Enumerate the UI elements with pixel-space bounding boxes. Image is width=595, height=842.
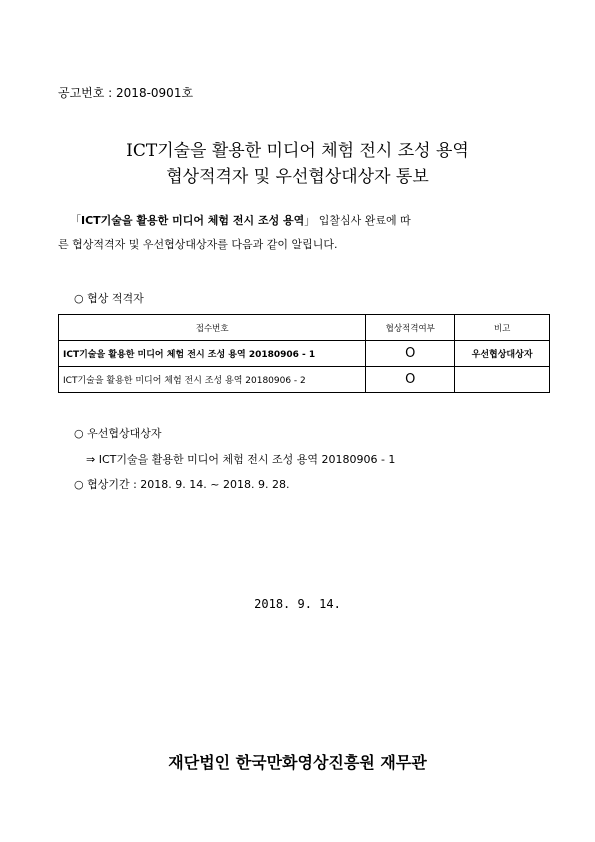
- row-name: ICT기술을 활용한 미디어 체험 전시 조성 용역 20180906 - 2: [59, 367, 366, 393]
- qualified-table: [58, 314, 550, 393]
- column-header-eligibility: 협상적격여부: [366, 315, 455, 341]
- qualified-heading: ○ 협상 적격자: [74, 292, 144, 305]
- row-eligibility-mark: O: [366, 341, 455, 367]
- organization-name: 재단법인 한국만화영상진흥원 재무관: [168, 753, 427, 772]
- row-remark: [455, 367, 550, 393]
- row-eligibility-mark: O: [366, 367, 455, 393]
- title-line-1: ICT기술을 활용한 미디어 체험 전시 조성 용역: [126, 141, 469, 161]
- column-header-receipt-no: 접수번호: [59, 315, 366, 341]
- notice-number: 공고번호 : 2018-0901호: [58, 86, 194, 100]
- notice-date: 2018. 9. 14.: [254, 597, 341, 611]
- table-row: [59, 341, 550, 367]
- table-header-row: [59, 315, 550, 341]
- negotiation-period: ○ 협상기간 : 2018. 9. 14. ~ 2018. 9. 28.: [74, 478, 290, 491]
- intro-project-name: ICT기술을 활용한 미디어 체험 전시 조성 용역: [81, 214, 305, 227]
- intro-close-quote: 」: [304, 214, 316, 227]
- intro-line-1: [70, 213, 550, 229]
- row-remark: 우선협상대상자: [455, 341, 550, 367]
- table-row: [59, 367, 550, 393]
- preferred-heading: ○ 우선협상대상자: [74, 427, 162, 440]
- intro-line-2: 른 협상적격자 및 우선협상대상자를 다음과 같이 알립니다.: [58, 238, 338, 251]
- title-line-2: 협상적격자 및 우선협상대상자 통보: [166, 167, 429, 187]
- column-header-remarks: 비고: [455, 315, 550, 341]
- intro-open-quote: 「: [70, 214, 81, 227]
- row-name: ICT기술을 활용한 미디어 체험 전시 조성 용역 20180906 - 1: [59, 341, 366, 367]
- intro-rest: 입찰심사 완료에 따: [315, 214, 411, 227]
- preferred-bidder: ⇒ ICT기술을 활용한 미디어 체험 전시 조성 용역 20180906 - 1: [86, 453, 396, 466]
